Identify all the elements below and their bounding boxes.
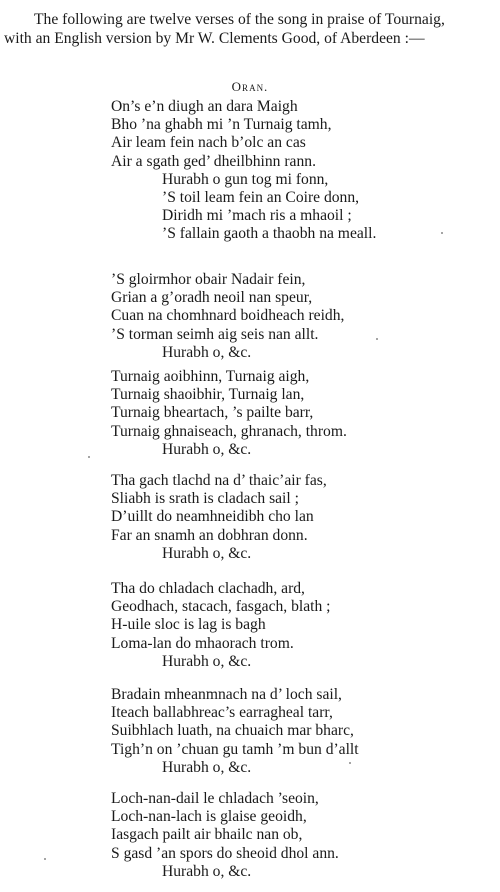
intro-paragraph (0, 10, 500, 48)
verse-line: Air a sgath ged’ dheilbhinn rann. (111, 152, 316, 170)
verse-line: Tigh’n on ’chuan gu tamh ’m bun d’allt (111, 740, 359, 758)
stanza (111, 580, 331, 671)
refrain-line: ’S toil leam fein an Coire donn, (162, 188, 360, 206)
verse-line: Turnaig ghnaiseach, ghranach, throm. (111, 422, 347, 440)
verse-line: Tha gach tlachd na d’ thaic’air fas, (111, 472, 327, 489)
verse-line: Cuan na chomhnard boidheach reidh, (111, 307, 345, 325)
scan-speck (349, 762, 351, 764)
intro-line: The following are twelve verses of the song in praise of Tournaig, (34, 11, 445, 28)
verse-line: S gasd ’an spors do sheoid dhol ann. (111, 844, 339, 862)
verse-line: Bradain mheanmnach na d’ loch sail, (111, 686, 342, 703)
verse-line: ’S torman seimh aig seis nan allt. (111, 325, 319, 343)
verse-line: Suibhlach luath, na chuaich mar bharc, (111, 722, 354, 740)
stanza (111, 271, 344, 362)
verse-line: Far an snamh an dobhran donn. (111, 526, 308, 544)
stanza (111, 98, 376, 244)
verse-line: Turnaig shaoibhir, Turnaig lan, (111, 386, 305, 404)
verse-line: Loch-nan-dail le chladach ’seoin, (111, 790, 319, 807)
scan-speck (88, 456, 90, 458)
scan-speck (44, 858, 46, 860)
refrain-line: Hurabh o, &c. (162, 652, 252, 670)
verse-line: Iteach ballabhreac’s earragheal tarr, (111, 704, 333, 722)
refrain-line: ’S fallain gaoth a thaobh na meall. (162, 225, 377, 243)
intro-line: with an English version by Mr W. Clements Good, of Aberdeen :— (4, 30, 425, 47)
scan-speck (441, 232, 443, 234)
verse-line: Bho ’na ghabh mi ’n Turnaig tamh, (111, 116, 332, 134)
verse-line: Turnaig aoibhinn, Turnaig aigh, (111, 368, 310, 385)
stanza (111, 472, 327, 563)
stanza (111, 790, 339, 881)
scan-speck (376, 338, 378, 340)
verse-line: D’uillt do neamhneidibh cho lan (111, 508, 314, 526)
refrain-line: Hurabh o, &c. (162, 343, 252, 361)
verse-line: Loch-nan-lach is glaise geoidh, (111, 808, 307, 826)
refrain-line: Diridh mi ’mach ris a mhaoil ; (162, 207, 352, 225)
verse-line: Geodhach, stacach, fasgach, blath ; (111, 598, 331, 616)
verse-line: Tha do chladach clachadh, ard, (111, 580, 305, 597)
verse-line: On’s e’n diugh an dara Maigh (111, 98, 298, 115)
verse-line: H-uile sloc is lag is bagh (111, 616, 266, 634)
poem-title: Oran. (231, 79, 269, 94)
refrain-line: Hurabh o, &c. (162, 862, 252, 880)
verse-line: Sliabh is srath is cladach sail ; (111, 490, 299, 508)
stanza (111, 686, 359, 777)
refrain-line: Hurabh o, &c. (162, 440, 252, 458)
verse-line: Air leam fein nach b’olc an cas (111, 134, 306, 152)
verse-line: Turnaig bheartach, ’s pailte barr, (111, 404, 314, 422)
verse-line: ’S gloirmhor obair Nadair fein, (111, 271, 306, 288)
refrain-line: Hurabh o gun tog mi fonn, (162, 170, 329, 188)
refrain-line: Hurabh o, &c. (162, 544, 252, 562)
verse-line: Loma-lan do mhaorach trom. (111, 634, 294, 652)
verse-line: Grian a g’oradh neoil nan speur, (111, 289, 313, 307)
stanza (111, 368, 347, 459)
refrain-line: Hurabh o, &c. (162, 758, 252, 776)
verse-line: Iasgach pailt air bhailc nan ob, (111, 826, 303, 844)
